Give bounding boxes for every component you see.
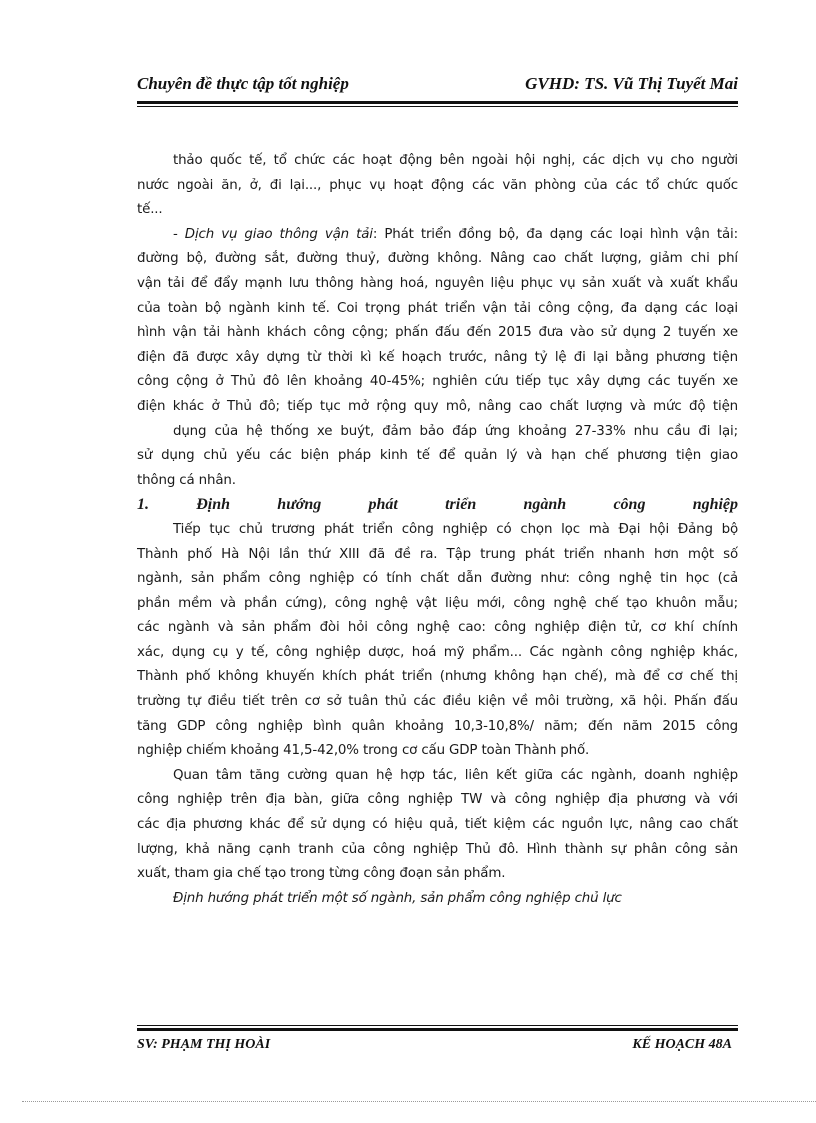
subsection-title: Định hướng phát triển một số ngành, sản phẩm công nghiệp chủ lực [173,890,622,906]
text-line: đường bộ, đường sắt, đường thuỷ, đường không. Nâng cao chất lượng, giảm chi phí [137,251,738,267]
text-line: ngành, sản phẩm công nghiệp có tính chất dẫn đường như: công nghệ tin học (cả [137,571,738,587]
header-rule-top [137,101,738,104]
text-line: điện đã được xây dựng từ thời kì kế hoạch trước, nâng tỷ lệ đi lại bằng phương tiện [137,349,738,365]
heading-word: Định [196,496,231,514]
heading-word: phát [368,496,398,514]
text-line: các địa phương khác để sử dụng có hiệu quả, tiết kiệm các nguồn lực, nâng cao chất [137,817,738,833]
text-line: công nghiệp trên địa bàn, giữa công nghiệp TW và công nghiệp địa phương và với [137,792,738,808]
text-line: lượng, khả năng cạnh tranh của công nghiệp Thủ đô. Hình thành sự phân công sản [137,841,738,857]
text-fragment: : Phát triển đồng bộ, đa dạng các loại hình vận tải: [372,226,738,242]
text-line: công cộng ở Thủ đô lên khoảng 40-45%; nghiên cứu tiếp tục xây dựng các tuyến xe [137,374,738,390]
page-footer [137,1037,738,1057]
text-line: thông cá nhân. [137,472,236,488]
text-line: trường tự điều tiết trên cơ sở tuân thủ các điều kiện về môi trường, xã hội. Phấn đấu [137,694,738,710]
heading-word: nghiệp [692,496,738,514]
page-header [137,74,738,96]
heading-word: triển [445,496,477,514]
text-line: hình vận tải hành khách công cộng; phấn đấu đến 2015 đưa vào sử dụng 2 tuyến xe [137,325,738,341]
document-body [137,149,738,911]
text-line: Quan tâm tăng cường quan hệ hợp tác, liên kết giữa các ngành, doanh nghiệp [173,767,738,783]
text-line: dụng của hệ thống xe buýt, đảm bảo đáp ứng khoảng 27-33% nhu cầu đi lại; [173,423,738,439]
text-line: Thành phố Hà Nội lần thứ XIII đã đề ra. Tập trung phát triển nhanh hơn một số [137,546,738,562]
text-line: điện khác ở Thủ đô; tiếp tục mở rộng quy mô, nâng cao chất lượng và mức độ tiện [137,398,738,414]
thesis-title: Chuyên đề thực tập tốt nghiệp [137,74,349,93]
footer-rule-top [137,1025,738,1026]
heading-word: công [613,496,646,514]
text-line: sử dụng chủ yếu các biện pháp kinh tế để quản lý và hạn chế phương tiện giao [137,448,738,464]
heading-word: 1. [137,496,149,514]
text-line: xuất, tham gia chế tạo trong từng công đoạn sản phẩm. [137,866,506,882]
advisor-name: GVHD: TS. Vũ Thị Tuyết Mai [525,74,738,93]
text-line: tế... [137,202,163,218]
student-name: SV: PHẠM THỊ HOÀI [137,1037,271,1052]
text-line: của toàn bộ ngành kinh tế. Coi trọng phát triển vận tải công cộng, đa dạng các loại [137,300,738,316]
text-line [137,223,738,248]
footer-rule-bottom [137,1028,738,1031]
text-line: Thành phố không khuyến khích phát triển (nhưng không hạn chế), mà để cơ chế thị [137,669,738,685]
heading-word: hướng [277,496,322,514]
text-line: phần mềm và phần cứng), công nghệ vật liệu mới, công nghệ chế tạo khuôn mẫu; [137,595,738,611]
text-line: nghiệp chiếm khoảng 41,5-42,0% trong cơ cấu GDP toàn Thành phố. [137,743,590,759]
heading-word: ngành [523,496,567,514]
header-rule-bottom [137,106,738,107]
list-dash: - [173,226,185,242]
text-line: các ngành và sản phẩm đòi hỏi công nghệ cao: công nghiệp điện tử, cơ khí chính [137,620,738,636]
text-line: xác, dụng cụ y tế, công nghiệp dược, hoá mỹ phẩm... Các ngành công nghiệp khác, [137,644,738,660]
text-line: vận tải để đẩy mạnh lưu thông hàng hoá, nguyên liệu phục vụ sản xuất và xuất khẩu [137,275,738,291]
text-line: Tiếp tục chủ trương phát triển công nghiệp có chọn lọc mà Đại hội Đảng bộ [173,521,738,537]
term-transport-services: Dịch vụ giao thông vận tải [184,226,373,242]
section-heading [137,493,738,518]
page-edge-dotted-line [22,1101,816,1102]
class-name: KẾ HOẠCH 48A [632,1037,732,1052]
text-line: tăng GDP công nghiệp bình quân khoảng 10,3-10,8%/ năm; đến năm 2015 công [137,718,738,734]
text-line: nước ngoài ăn, ở, đi lại..., phục vụ hoạt động các văn phòng của các tổ chức quốc [137,177,738,193]
text-line: thảo quốc tế, tổ chức các hoạt động bên ngoài hội nghị, các dịch vụ cho người [173,153,738,168]
